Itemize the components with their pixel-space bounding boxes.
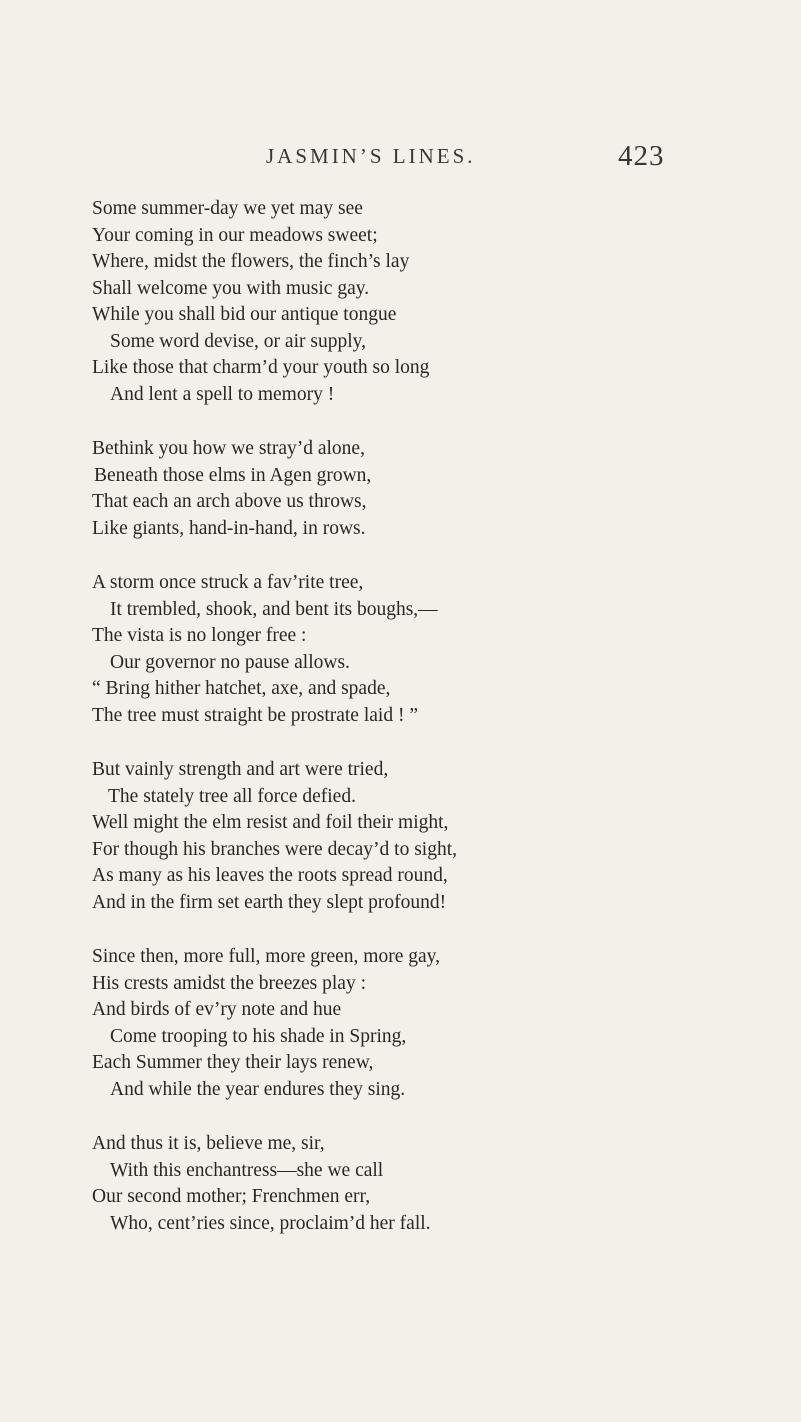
stanza	[0, 757, 801, 916]
poem-line: The tree must straight be prostrate laid ! ”	[92, 704, 418, 726]
poem-line: Your coming in our meadows sweet;	[92, 224, 378, 246]
stanza	[0, 1131, 801, 1237]
poem-line: While you shall bid our antique tongue	[92, 304, 397, 325]
page-number: 423	[618, 140, 665, 172]
poem-line: Each Summer they their lays renew,	[92, 1052, 374, 1073]
poem-line: And birds of ev’ry note and hue	[92, 999, 342, 1020]
stanza	[0, 196, 801, 408]
poem-body	[0, 196, 801, 1265]
poem-line: And while the year endures they sing.	[110, 1078, 406, 1100]
poem-line: Since then, more full, more green, more gay,	[92, 946, 440, 967]
poem-line: It trembled, shook, and bent its boughs,—	[110, 598, 438, 620]
poem-line: Our second mother; Frenchmen err,	[92, 1186, 371, 1207]
stanza	[0, 436, 801, 542]
stanza	[0, 944, 801, 1103]
poem-line: Our governor no pause allows.	[110, 651, 350, 673]
poem-line: For though his branches were decay’d to sight,	[92, 838, 457, 860]
poem-line: Some word devise, or air supply,	[110, 330, 366, 352]
poem-line: Like those that charm’d your youth so long	[92, 357, 430, 378]
poem-line: Come trooping to his shade in Spring,	[110, 1025, 407, 1047]
poem-line: Shall welcome you with music gay.	[92, 277, 370, 299]
poem-line: “ Bring hither hatchet, axe, and spade,	[92, 678, 391, 699]
poem-line: And in the firm set earth they slept profound!	[92, 891, 447, 913]
poem-line: That each an arch above us throws,	[92, 491, 367, 512]
poem-line: Well might the elm resist and foil their might,	[92, 812, 449, 833]
poem-line: As many as his leaves the roots spread round,	[92, 865, 448, 886]
poem-line: Like giants, hand-in-hand, in rows.	[92, 517, 366, 539]
running-head	[0, 140, 801, 180]
stanza	[0, 570, 801, 729]
poem-line: Where, midst the flowers, the finch’s lay	[92, 251, 410, 272]
poem-line: But vainly strength and art were tried,	[92, 759, 389, 780]
poem-line: Beneath those elms in Agen grown,	[94, 464, 372, 486]
poem-line: The stately tree all force defied.	[108, 785, 356, 807]
poem-line: Who, cent’ries since, proclaim’d her fall.	[110, 1212, 431, 1234]
poem-line: And lent a spell to memory !	[110, 383, 335, 405]
poem-line: Some summer-day we yet may see	[92, 198, 363, 219]
poem-line: With this enchantress—she we call	[110, 1159, 384, 1181]
poem-line: His crests amidst the breezes play :	[92, 972, 366, 994]
poem-line: A storm once struck a fav’rite tree,	[92, 572, 364, 593]
running-title: JASMIN’S LINES.	[266, 144, 476, 168]
poem-line: The vista is no longer free :	[92, 625, 307, 646]
poem-line: And thus it is, believe me, sir,	[92, 1133, 325, 1154]
poem-line: Bethink you how we stray’d alone,	[92, 438, 365, 459]
